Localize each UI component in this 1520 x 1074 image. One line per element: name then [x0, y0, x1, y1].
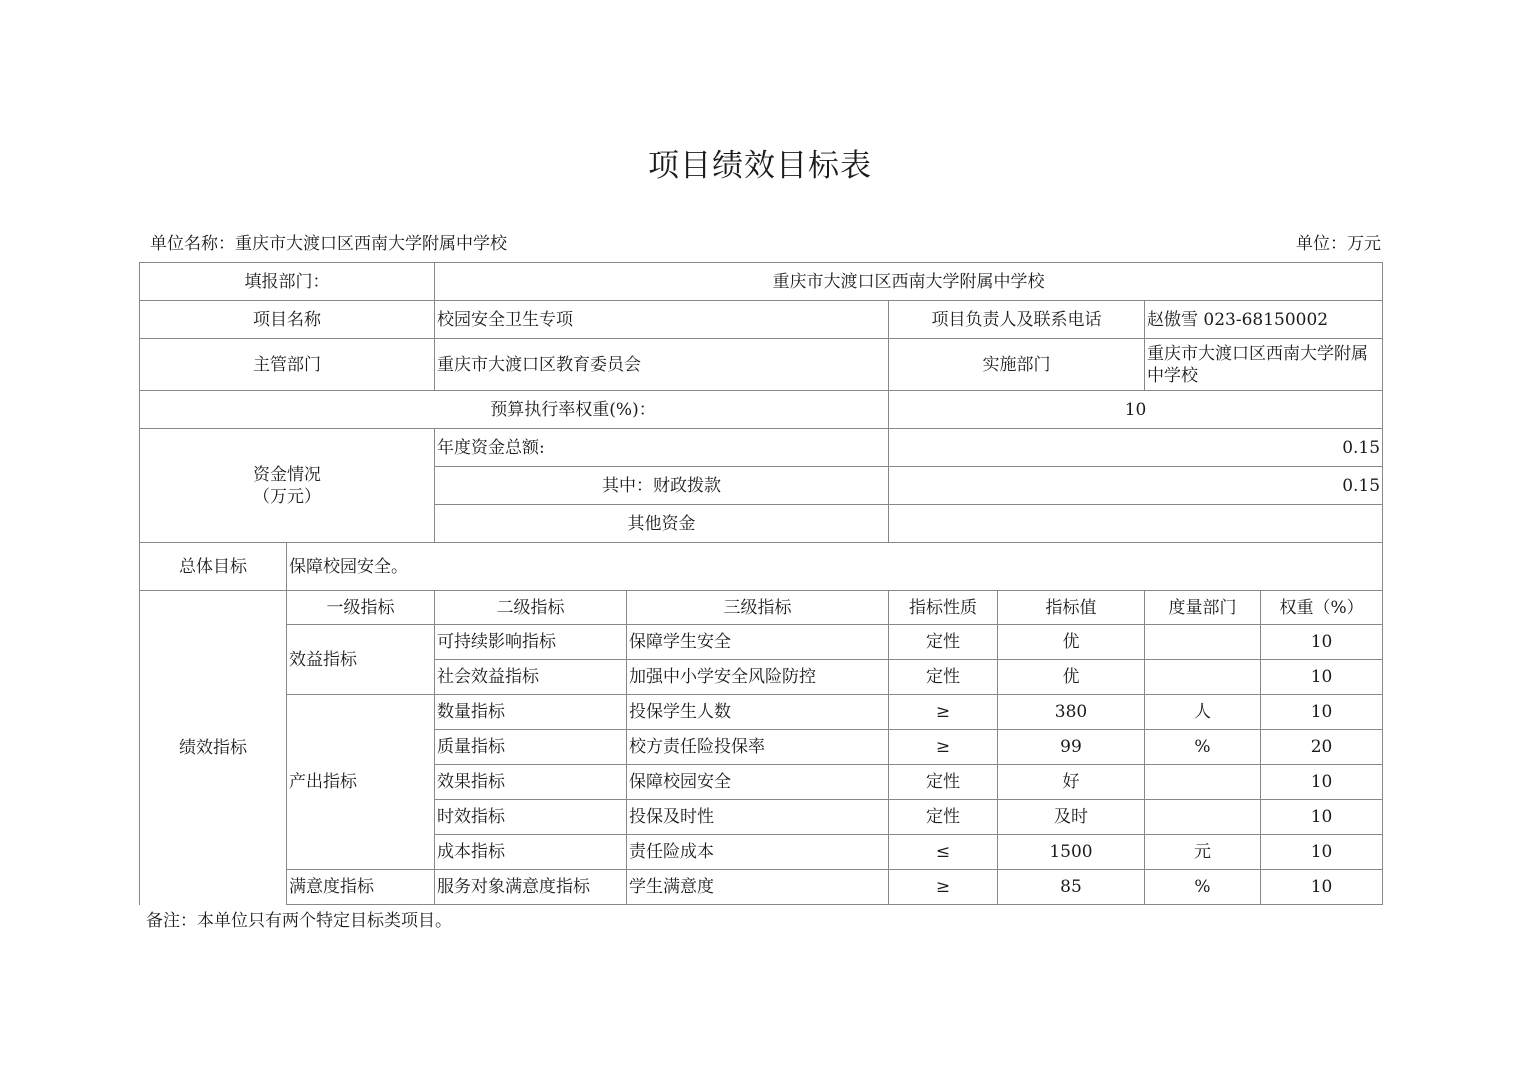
level3-cell: 责任险成本: [627, 835, 889, 870]
column-header: 权重（%）: [1261, 591, 1383, 625]
level1-satisfaction: 满意度指标: [287, 870, 435, 905]
table-row: [140, 429, 1383, 467]
level1-output: 产出指标: [287, 695, 435, 870]
funds-total-label: 年度资金总额:: [435, 429, 889, 467]
funds-fiscal-label: 其中：财政拨款: [435, 467, 889, 505]
value-cell: 99: [998, 730, 1145, 765]
value-cell: 好: [998, 765, 1145, 800]
value-cell: 1500: [998, 835, 1145, 870]
unit-cell: %: [1145, 870, 1261, 905]
column-header: 度量部门: [1145, 591, 1261, 625]
column-header: 指标值: [998, 591, 1145, 625]
table-row: [140, 301, 1383, 339]
level3-cell: 投保及时性: [627, 800, 889, 835]
level2-cell: 可持续影响指标: [435, 625, 627, 660]
unit-cell: [1145, 765, 1261, 800]
column-header: 二级指标: [435, 591, 627, 625]
goal-value: 保障校园安全。: [287, 543, 1383, 591]
table-row: [140, 263, 1383, 301]
filing-dept-value: 重庆市大渡口区西南大学附属中学校: [435, 263, 1383, 301]
value-cell: 85: [998, 870, 1145, 905]
unit-cell: [1145, 800, 1261, 835]
level3-cell: 投保学生人数: [627, 695, 889, 730]
level2-cell: 效果指标: [435, 765, 627, 800]
money-unit: 单位：万元: [1296, 234, 1381, 254]
nature-cell: 定性: [889, 660, 998, 695]
level2-cell: 时效指标: [435, 800, 627, 835]
level2-cell: 成本指标: [435, 835, 627, 870]
performance-label: 绩效指标: [140, 591, 287, 905]
value-cell: 优: [998, 625, 1145, 660]
budget-rate-value: 10: [889, 391, 1383, 429]
level2-cell: 质量指标: [435, 730, 627, 765]
nature-cell: ≥: [889, 870, 998, 905]
page-title: 项目绩效目标表: [648, 148, 872, 184]
level2-cell: 社会效益指标: [435, 660, 627, 695]
level3-cell: 校方责任险投保率: [627, 730, 889, 765]
table-row: [140, 391, 1383, 429]
table-row: [140, 695, 1383, 730]
weight-cell: 10: [1261, 870, 1383, 905]
level1-benefit: 效益指标: [287, 625, 435, 695]
unit-cell: 人: [1145, 695, 1261, 730]
value-cell: 优: [998, 660, 1145, 695]
level3-cell: 学生满意度: [627, 870, 889, 905]
weight-cell: 10: [1261, 695, 1383, 730]
value-cell: 380: [998, 695, 1145, 730]
nature-cell: 定性: [889, 625, 998, 660]
nature-cell: ≥: [889, 730, 998, 765]
unit-cell: 元: [1145, 835, 1261, 870]
funds-total-value: 0.15: [889, 429, 1383, 467]
remark-note: 备注：本单位只有两个特定目标类项目。: [146, 911, 452, 931]
table-row: [140, 591, 1383, 625]
column-header: 指标性质: [889, 591, 998, 625]
weight-cell: 10: [1261, 765, 1383, 800]
table-row: [140, 543, 1383, 591]
funds-fiscal-value: 0.15: [889, 467, 1383, 505]
table-row: [140, 339, 1383, 391]
weight-cell: 10: [1261, 660, 1383, 695]
nature-cell: ≥: [889, 695, 998, 730]
weight-cell: 10: [1261, 800, 1383, 835]
performance-target-table: [139, 262, 1383, 905]
funds-other-value: [889, 505, 1383, 543]
value-cell: 及时: [998, 800, 1145, 835]
weight-cell: 10: [1261, 835, 1383, 870]
supervisor-label: 主管部门: [140, 339, 435, 391]
level3-cell: 加强中小学安全风险防控: [627, 660, 889, 695]
level3-cell: 保障校园安全: [627, 765, 889, 800]
funds-label-text: 资金情况: [253, 464, 321, 485]
nature-cell: ≤: [889, 835, 998, 870]
level2-cell: 服务对象满意度指标: [435, 870, 627, 905]
table-row: [140, 870, 1383, 905]
unit-cell: [1145, 660, 1261, 695]
weight-cell: 20: [1261, 730, 1383, 765]
column-header: 一级指标: [287, 591, 435, 625]
supervisor-value: 重庆市大渡口区教育委员会: [435, 339, 889, 391]
column-header: 三级指标: [627, 591, 889, 625]
leader-label: 项目负责人及联系电话: [889, 301, 1145, 339]
goal-label: 总体目标: [140, 543, 287, 591]
unit-name: 单位名称：重庆市大渡口区西南大学附属中学校: [150, 234, 507, 254]
impl-dept-label: 实施部门: [889, 339, 1145, 391]
nature-cell: 定性: [889, 800, 998, 835]
funds-label: [140, 429, 435, 543]
funds-other-label: 其他资金: [435, 505, 889, 543]
level3-cell: 保障学生安全: [627, 625, 889, 660]
filing-dept-label: 填报部门：: [140, 263, 435, 301]
unit-cell: [1145, 625, 1261, 660]
table-row: [140, 625, 1383, 660]
nature-cell: 定性: [889, 765, 998, 800]
project-name-label: 项目名称: [140, 301, 435, 339]
level2-cell: 数量指标: [435, 695, 627, 730]
leader-value: 赵傲雪 023-68150002: [1145, 301, 1383, 339]
project-name-value: 校园安全卫生专项: [435, 301, 889, 339]
funds-unit-text: （万元）: [253, 486, 321, 507]
unit-cell: %: [1145, 730, 1261, 765]
weight-cell: 10: [1261, 625, 1383, 660]
budget-rate-label: 预算执行率权重(%)：: [140, 391, 889, 429]
impl-dept-value: 重庆市大渡口区西南大学附属中学校: [1145, 339, 1383, 391]
